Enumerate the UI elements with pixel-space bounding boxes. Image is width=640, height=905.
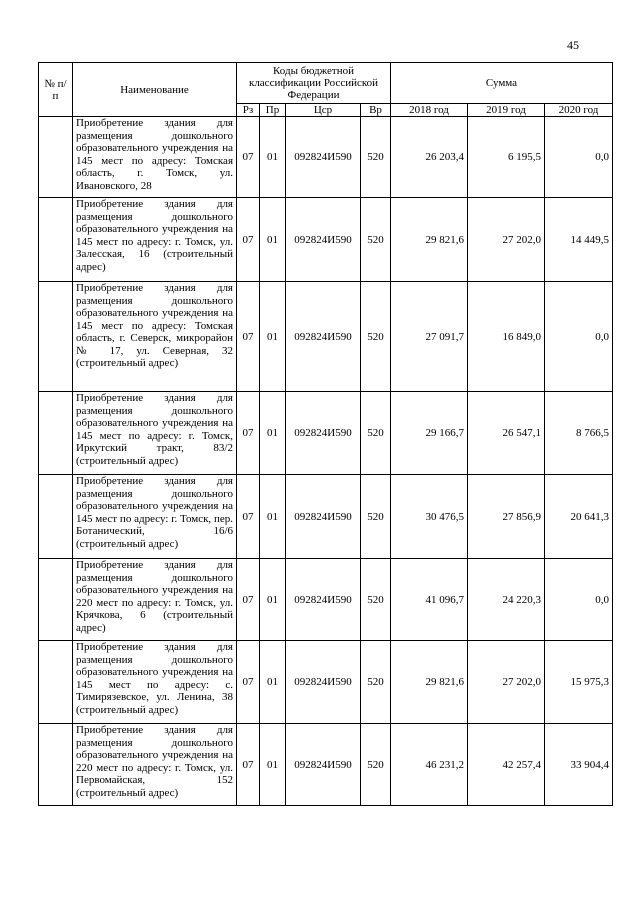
row-2018: 27 091,7 bbox=[391, 282, 468, 392]
row-2018: 29 821,6 bbox=[391, 198, 468, 282]
table-row bbox=[39, 392, 613, 475]
row-name: Приобретение здания для размещения дошкольного образовательного учреждения на 145 мест по адресу: г. Томск, пер. Ботанический, 16/6 (строительный адрес) bbox=[73, 475, 237, 559]
header-sum-group: Сумма bbox=[391, 63, 613, 104]
row-csr: 092824И590 bbox=[286, 559, 361, 641]
row-number-cell bbox=[39, 724, 73, 806]
row-csr: 092824И590 bbox=[286, 282, 361, 392]
row-rz: 07 bbox=[237, 282, 260, 392]
row-2018: 26 203,4 bbox=[391, 117, 468, 198]
table-row bbox=[39, 117, 613, 198]
header-csr: Цср bbox=[286, 104, 361, 117]
table-header bbox=[39, 63, 613, 117]
header-name: Наименование bbox=[73, 63, 237, 117]
header-codes-group: Коды бюджетной классификации Российской Федерации bbox=[237, 63, 391, 104]
row-vr: 520 bbox=[361, 392, 391, 475]
row-2018: 29 166,7 bbox=[391, 392, 468, 475]
row-2020: 14 449,5 bbox=[545, 198, 613, 282]
row-2020: 20 641,3 bbox=[545, 475, 613, 559]
row-number-cell bbox=[39, 392, 73, 475]
row-2020: 15 975,3 bbox=[545, 641, 613, 724]
row-2020: 33 904,4 bbox=[545, 724, 613, 806]
table-row bbox=[39, 559, 613, 641]
row-2019: 42 257,4 bbox=[468, 724, 545, 806]
row-number-cell bbox=[39, 117, 73, 198]
row-rz: 07 bbox=[237, 724, 260, 806]
row-vr: 520 bbox=[361, 724, 391, 806]
budget-table bbox=[38, 62, 613, 806]
row-name: Приобретение здания для размещения дошкольного образовательного учреждения на 145 мест по адресу: г. Томск, Иркутский тракт, 83/2 (строительный адрес) bbox=[73, 392, 237, 475]
row-vr: 520 bbox=[361, 282, 391, 392]
row-number-cell bbox=[39, 641, 73, 724]
row-csr: 092824И590 bbox=[286, 724, 361, 806]
row-vr: 520 bbox=[361, 559, 391, 641]
row-csr: 092824И590 bbox=[286, 392, 361, 475]
row-2019: 27 202,0 bbox=[468, 198, 545, 282]
row-number-cell bbox=[39, 198, 73, 282]
row-vr: 520 bbox=[361, 117, 391, 198]
table-row bbox=[39, 282, 613, 392]
table-row bbox=[39, 198, 613, 282]
header-number: № п/п bbox=[39, 63, 73, 117]
row-pr: 01 bbox=[260, 392, 286, 475]
row-2018: 29 821,6 bbox=[391, 641, 468, 724]
row-2020: 8 766,5 bbox=[545, 392, 613, 475]
row-2019: 27 202,0 bbox=[468, 641, 545, 724]
row-name: Приобретение здания для размещения дошкольного образовательного учреждения на 145 мест по адресу: Томская область, г. Томск, ул. Ивановского, 28 bbox=[73, 117, 237, 198]
page-number: 45 bbox=[567, 38, 579, 52]
header-2020: 2020 год bbox=[545, 104, 613, 117]
row-2019: 6 195,5 bbox=[468, 117, 545, 198]
header-2018: 2018 год bbox=[391, 104, 468, 117]
row-2019: 16 849,0 bbox=[468, 282, 545, 392]
row-pr: 01 bbox=[260, 282, 286, 392]
row-vr: 520 bbox=[361, 641, 391, 724]
header-pr: Пр bbox=[260, 104, 286, 117]
table-row bbox=[39, 641, 613, 724]
row-pr: 01 bbox=[260, 724, 286, 806]
row-pr: 01 bbox=[260, 559, 286, 641]
row-number-cell bbox=[39, 282, 73, 392]
row-csr: 092824И590 bbox=[286, 198, 361, 282]
row-name: Приобретение здания для размещения дошкольного образовательного учреждения на 145 мест по адресу: с. Тимирязевское, ул. Ленина, 38 (строительный адрес) bbox=[73, 641, 237, 724]
table-body bbox=[39, 117, 613, 806]
table-row bbox=[39, 724, 613, 806]
row-pr: 01 bbox=[260, 117, 286, 198]
row-2018: 46 231,2 bbox=[391, 724, 468, 806]
row-csr: 092824И590 bbox=[286, 475, 361, 559]
row-2020: 0,0 bbox=[545, 117, 613, 198]
row-pr: 01 bbox=[260, 198, 286, 282]
row-name: Приобретение здания для размещения дошкольного образовательного учреждения на 145 мест по адресу: г. Томск, ул. Залесская, 16 (строительный адрес) bbox=[73, 198, 237, 282]
row-rz: 07 bbox=[237, 641, 260, 724]
header-rz: Рз bbox=[237, 104, 260, 117]
row-pr: 01 bbox=[260, 641, 286, 724]
row-2018: 41 096,7 bbox=[391, 559, 468, 641]
row-2018: 30 476,5 bbox=[391, 475, 468, 559]
row-csr: 092824И590 bbox=[286, 641, 361, 724]
header-vr: Вр bbox=[361, 104, 391, 117]
row-number-cell bbox=[39, 475, 73, 559]
row-2019: 26 547,1 bbox=[468, 392, 545, 475]
row-csr: 092824И590 bbox=[286, 117, 361, 198]
table-row bbox=[39, 475, 613, 559]
row-2019: 24 220,3 bbox=[468, 559, 545, 641]
row-pr: 01 bbox=[260, 475, 286, 559]
row-rz: 07 bbox=[237, 198, 260, 282]
row-vr: 520 bbox=[361, 475, 391, 559]
header-2019: 2019 год bbox=[468, 104, 545, 117]
row-2020: 0,0 bbox=[545, 282, 613, 392]
row-rz: 07 bbox=[237, 117, 260, 198]
row-2020: 0,0 bbox=[545, 559, 613, 641]
row-rz: 07 bbox=[237, 475, 260, 559]
row-name: Приобретение здания для размещения дошкольного образовательного учреждения на 220 мест по адресу: г. Томск, ул. Крячкова, 6 (строительный адрес) bbox=[73, 559, 237, 641]
row-rz: 07 bbox=[237, 392, 260, 475]
row-name: Приобретение здания для размещения дошкольного образовательного учреждения на 145 мест по адресу: Томская область, г. Северск, микрорайон № 17, ул. Северная, 32 (строительный адрес) bbox=[73, 282, 237, 392]
row-name: Приобретение здания для размещения дошкольного образовательного учреждения на 220 мест по адресу: г. Томск, ул. Первомайская, 152 (строительный адрес) bbox=[73, 724, 237, 806]
row-vr: 520 bbox=[361, 198, 391, 282]
row-number-cell bbox=[39, 559, 73, 641]
row-2019: 27 856,9 bbox=[468, 475, 545, 559]
row-rz: 07 bbox=[237, 559, 260, 641]
